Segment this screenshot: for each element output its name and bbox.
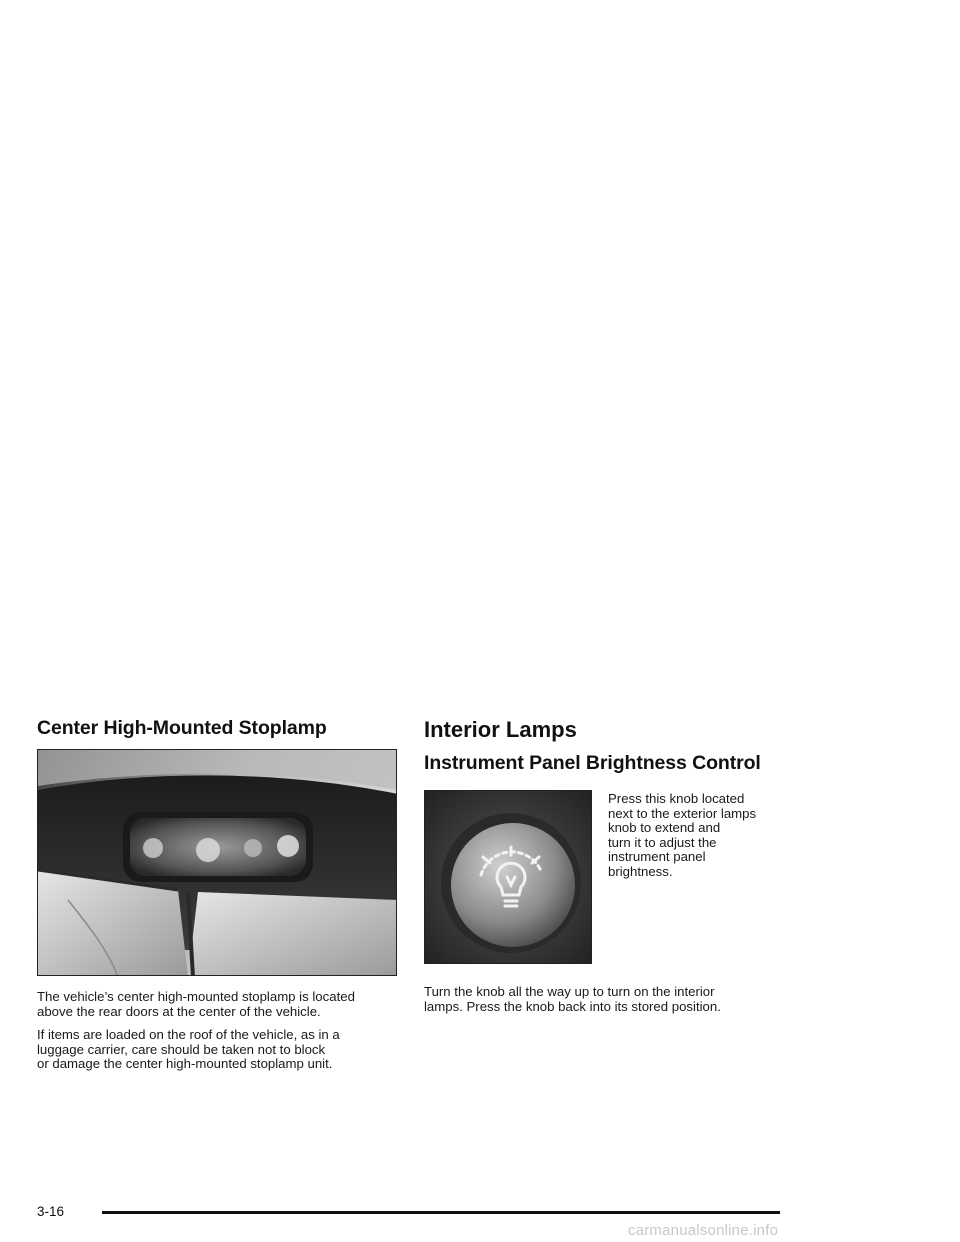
stoplamp-photo [37, 749, 397, 976]
brightness-side-text: Press this knob located next to the exterior lamps knob to extend and turn it to adjust the instrument panel brightness. [608, 791, 757, 879]
stoplamp-heading: Center High-Mounted Stoplamp [37, 717, 327, 739]
brightness-knob-illustration [425, 791, 592, 964]
stoplamp-paragraph-1: The vehicle’s center high-mounted stoplamp is located above the rear doors at the center of the vehicle. [37, 989, 355, 1019]
brightness-knob-photo [424, 790, 592, 964]
stoplamp-paragraph-2: If items are loaded on the roof of the vehicle, as in a luggage carrier, care should be taken not to block or damage the center high-mounted stoplamp unit. [37, 1027, 340, 1072]
brightness-control-heading: Instrument Panel Brightness Control [424, 752, 761, 774]
footer-rule [102, 1211, 780, 1214]
interior-lamps-paragraph: Turn the knob all the way up to turn on the interior lamps. Press the knob back into its stored position. [424, 984, 721, 1014]
page-number: 3-16 [37, 1204, 65, 1219]
watermark-text: carmanualsonline.info [628, 1222, 779, 1239]
interior-lamps-heading: Interior Lamps [424, 717, 577, 742]
stoplamp-illustration [38, 750, 397, 976]
